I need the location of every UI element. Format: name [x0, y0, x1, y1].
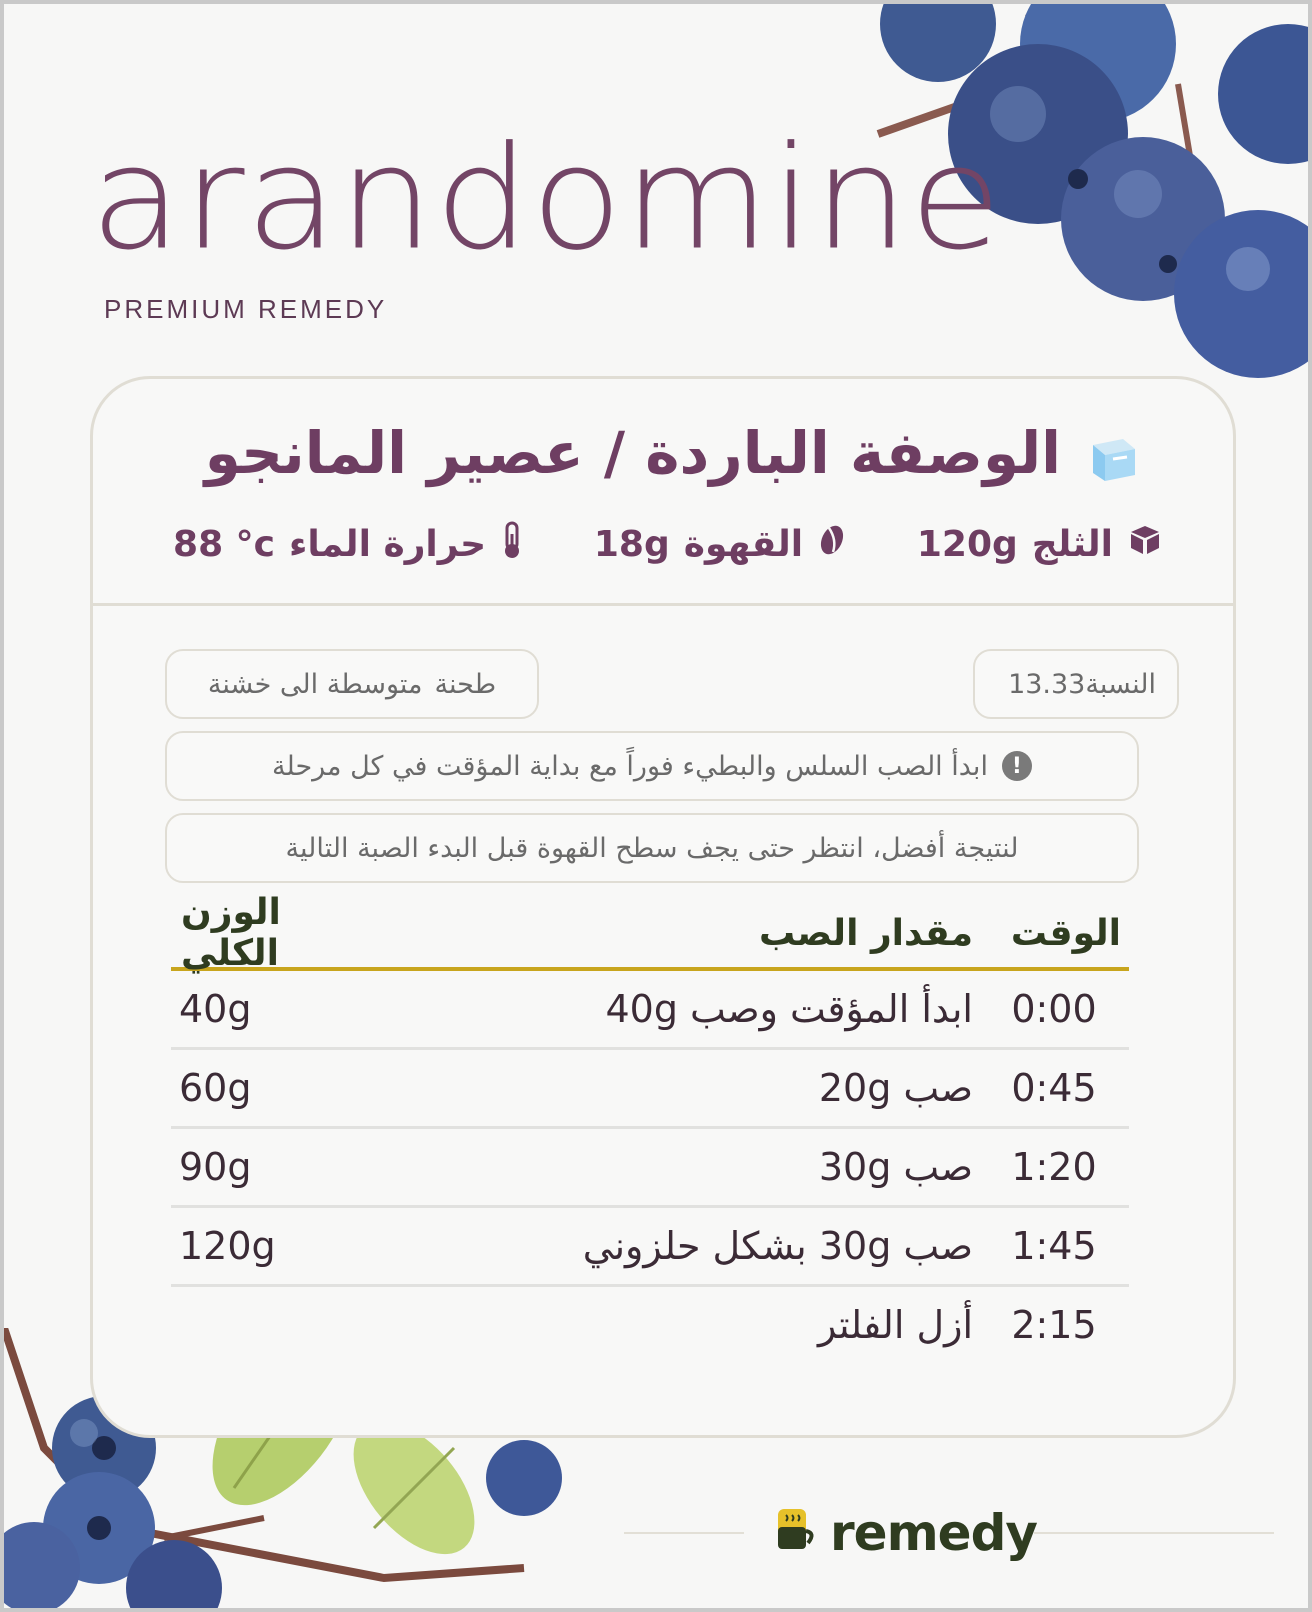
table-row: [171, 1287, 1129, 1363]
exclamation-icon: !: [1002, 751, 1032, 781]
row-time: 1:45: [1011, 1224, 1097, 1268]
row-total: 60g: [179, 1066, 252, 1110]
recipe-title-text: الوصفة الباردة / عصير المانجو: [204, 419, 1061, 487]
recipe-card: [90, 376, 1236, 1438]
recipe-title: [137, 419, 1137, 487]
note-pour-start-text: ابدأ الصب السلس والبطيء فوراً مع بداية المؤقت في كل مرحلة: [272, 750, 988, 782]
row-time: 0:45: [1011, 1066, 1097, 1110]
brand-name: arandomine: [90, 116, 1003, 282]
note-pour-start: [165, 731, 1139, 801]
card-divider: [93, 603, 1233, 606]
row-total: 90g: [179, 1145, 252, 1189]
row-time: 2:15: [1011, 1303, 1097, 1347]
header-time: الوقت: [1010, 912, 1121, 954]
row-total: 40g: [179, 987, 252, 1031]
table-row: [171, 1208, 1129, 1287]
row-pour: صب 20g: [818, 1066, 973, 1110]
stat-coffee-label: القهوة: [683, 523, 804, 565]
stat-water-temp: [173, 509, 524, 579]
coffee-cup-icon: [774, 1503, 818, 1563]
note-wait-dry: [165, 813, 1139, 883]
grind-value: متوسطة الى خشنة: [207, 668, 423, 700]
header-pour: مقدار الصب: [758, 912, 973, 954]
stat-ice-value: 120g: [916, 523, 1018, 565]
footer-rule-right: [1034, 1532, 1274, 1534]
row-pour: صب 30g بشكل حلزوني: [582, 1224, 973, 1268]
stat-water-temp-value: 88 °c: [173, 523, 275, 565]
ratio-value: 13.33: [1008, 668, 1086, 700]
ratio-badge: [973, 649, 1179, 719]
thermometer-icon: [500, 520, 524, 569]
row-total: 120g: [179, 1224, 276, 1268]
row-pour: أزل الفلتر: [818, 1303, 973, 1347]
table-row: [171, 1129, 1129, 1208]
row-pour: صب 30g: [818, 1145, 973, 1189]
grind-badge: [165, 649, 539, 719]
table-header: [171, 892, 1129, 974]
stat-ice-label: الثلج: [1031, 523, 1113, 565]
footer-logo: [774, 1498, 1037, 1568]
row-time: 1:20: [1011, 1145, 1097, 1189]
table-row: [171, 1050, 1129, 1129]
pour-schedule-table: [171, 892, 1129, 1363]
stat-water-temp-label: حرارة الماء: [289, 523, 487, 565]
box-icon: [1127, 522, 1163, 567]
footer-logo-text: remedy: [830, 1504, 1037, 1562]
row-time: 0:00: [1011, 987, 1097, 1031]
row-pour: ابدأ المؤقت وصب 40g: [605, 987, 973, 1031]
note-wait-dry-text: لنتيجة أفضل، انتظر حتى يجف سطح القهوة قبل البدء الصبة التالية: [285, 832, 1019, 864]
stat-ice: [917, 509, 1163, 579]
brand-subtitle: PREMIUM REMEDY: [104, 294, 388, 324]
header-total: الوزن الكلي: [181, 892, 281, 974]
recipe-stats: [93, 509, 1233, 579]
footer-rule-left: [624, 1532, 744, 1534]
table-row: [171, 971, 1129, 1050]
grind-label: طحنة: [434, 668, 497, 700]
ice-cube-icon: [1083, 429, 1137, 477]
coffee-bean-icon: [817, 522, 847, 567]
ratio-label: النسبة: [1085, 668, 1156, 700]
stat-coffee-value: 18g: [593, 523, 670, 565]
stat-coffee: [594, 509, 847, 579]
